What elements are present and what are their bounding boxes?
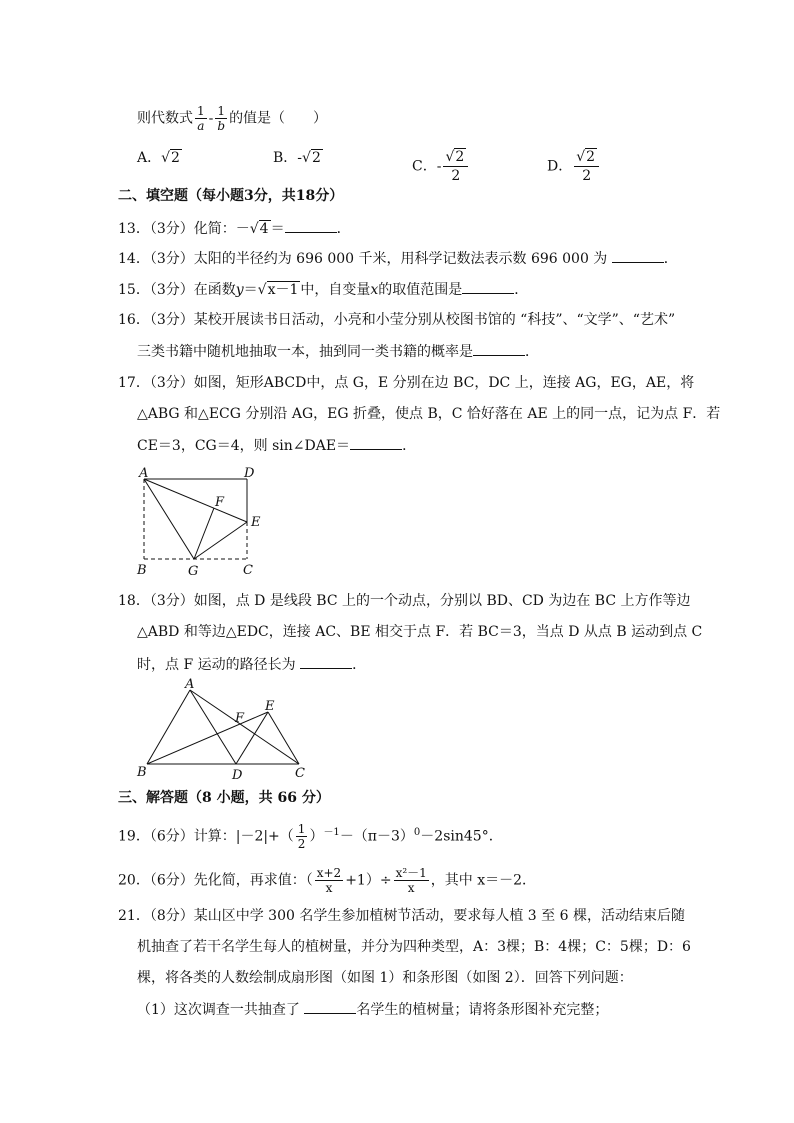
label-f: F (215, 495, 225, 510)
q16-line1: 16．（3分）某校开展读书日活动，小亮和小莹分别从校图书馆的 “科技”、“文学”、“艺术” (118, 312, 676, 328)
q16-line2: 三类书籍中随机地抽取一本，抽到同一类书籍的概率是 ． (137, 341, 539, 362)
segment-be (147, 712, 268, 764)
label-g: G (188, 564, 199, 579)
label-e: E (265, 699, 275, 714)
label-d: D (244, 466, 255, 481)
q13-answer-blank[interactable] (285, 218, 337, 233)
segment-ae (144, 479, 247, 522)
q17-line3: CE＝3，CG＝4，则 sin∠DAE＝ ． (137, 435, 416, 456)
q20: 20．（6分）先化简，再求值：（ $\frac{x+2}{x}$ +1）÷ $\frac{\text{x²－1}}{x}$ ，其中 x＝－2． (118, 866, 537, 895)
label-a: A (139, 466, 149, 481)
q16-answer-blank[interactable] (473, 341, 525, 356)
segment-ab (147, 690, 190, 764)
segment-gf (194, 508, 214, 559)
q21-line4: （1）这次调查一共抽查了 名学生的植树量；请将条形图补充完整； (137, 999, 608, 1020)
q19: 19．（6分）计算：|－2|+（ $\frac{1}{2}$ ）$^{-1}-(\pi-3)^0-2\sin 45^\circ$． (118, 822, 503, 851)
section-title-solutions: 三、解答题（8 小题，共 66 分） (118, 790, 330, 806)
q12-option-d: D． $\frac{√2}{2}$ (547, 148, 601, 185)
q18-line1: 18．（3分）如图，点 D 是线段 BC 上的一个动点，分别以 BD、CD 为边在 BC 上方作等边 (118, 593, 691, 609)
q17-figure (134, 463, 274, 581)
label-b: B (137, 563, 147, 578)
q14-answer-blank[interactable] (612, 248, 664, 263)
q12-option-c: C．- $\frac{√2}{2}$ (412, 148, 470, 185)
q15-answer-blank[interactable] (462, 279, 514, 294)
q21-line1: 21．（8分）某山区中学 300 名学生参加植树节活动，要求每人植 3 至 6 棵，活动结束后随 (118, 908, 685, 924)
label-c: C (243, 563, 253, 578)
segment-ec (268, 712, 299, 764)
label-b: B (137, 765, 147, 780)
label-a: A (185, 677, 195, 692)
q17-answer-blank[interactable] (350, 435, 402, 450)
q14: 14．（3分）太阳的半径约为 696 000 千米，用科学记数法表示数 696 000 为 ． (118, 248, 678, 269)
label-c: C (295, 766, 305, 781)
q12-prefix: 则代数式 (137, 110, 193, 127)
q17-line1: 17．（3分）如图，矩形ABCD中，点 G，E 分别在边 BC，DC 上，连接 AG，EG，AE，将 (118, 375, 695, 391)
q12-stem: 则代数式 $\frac{1}{a}$ - $\frac{1}{b}$ 的值是（ ） (137, 104, 328, 133)
section-title-fill-in: 二、填空题（每小题3分，共18分） (118, 188, 344, 204)
label-e: E (251, 515, 261, 530)
segment-ad (190, 690, 236, 764)
q17-line2: △ABG 和△ECG 分别沿 AG，EG 折叠，使点 B，C 恰好落在 AE 上的同一点，记为点 F．若 (137, 406, 721, 422)
q13: 13．（3分）化简：－√4 ＝ ． (118, 218, 351, 239)
label-d: D (232, 768, 243, 783)
q18-line3: 时，点 F 运动的路径长为 ． (137, 654, 366, 675)
q18-answer-blank[interactable] (300, 654, 352, 669)
q15: 15．（3分）在函数y＝√x－1 中，自变量x的取值范围是 ． (118, 279, 528, 300)
q12-frac2: $\frac{1}{b}$ (217, 104, 226, 133)
label-f: F (235, 711, 245, 726)
q21-answer-blank[interactable] (304, 999, 356, 1014)
q12-frac1: $\frac{1}{a}$ (197, 104, 205, 133)
q12-suffix: 的值是（ ） (229, 110, 328, 127)
q21-line2: 机抽查了若干名学生每人的植树量，并分为四种类型，A：3棵；B：4棵；C：5棵；D：6 (137, 939, 691, 955)
q12-option-a: A．√2 (137, 150, 180, 166)
q12-option-b: B．-√2 (273, 150, 321, 166)
q18-line2: △ABD 和等边△EDC，连接 AC、BE 相交于点 F．若 BC＝3，当点 D 从点 B 运动到点 C (137, 624, 703, 640)
q21-line3: 棵，将各类的人数绘制成扇形图（如图 1）和条形图（如图 2）．回答下列问题： (137, 970, 633, 986)
q18-figure (132, 676, 312, 784)
segment-ac (190, 690, 299, 764)
segment-ge (194, 522, 247, 559)
segment-ag (144, 479, 194, 559)
